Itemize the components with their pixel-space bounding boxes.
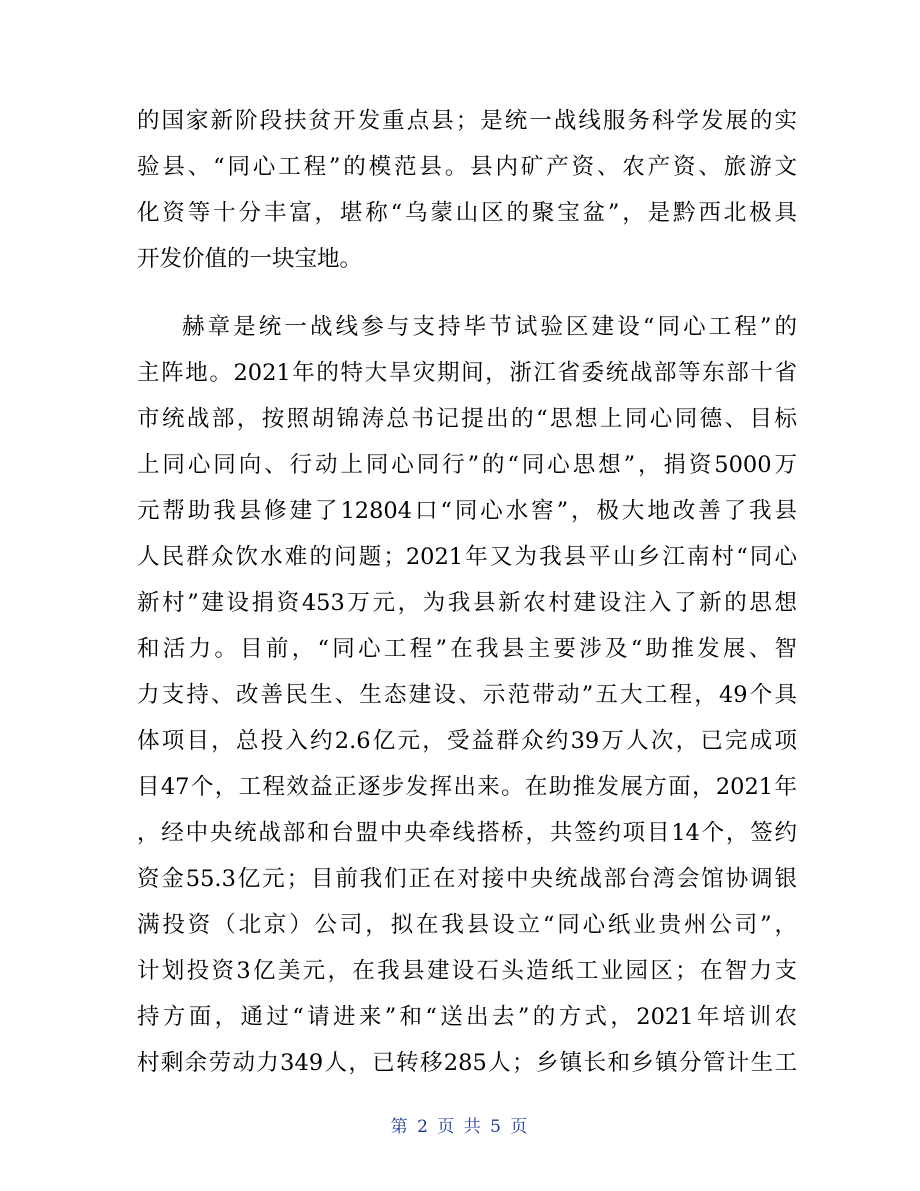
text-line: 市统战部，按照胡锦涛总书记提出的“思想上同心同德、目标 xyxy=(137,406,797,432)
paragraph-1 xyxy=(137,98,797,282)
text-line: ，经中央统战部和台盟中央牵线搭桥，共签约项目14个，签约 xyxy=(137,820,797,846)
paragraph-spacing xyxy=(137,282,797,304)
text-line: 持方面，通过“请进来”和“送出去”的方式，2021年培训农 xyxy=(137,1004,797,1030)
text-line: 赫章是统一战线参与支持毕节试验区建设“同心工程”的 xyxy=(182,314,797,340)
text-line: 上同心同向、行动上同心同行”的“同心思想”，捐资5000万 xyxy=(137,452,797,478)
text-line: 验县、“同心工程”的模范县。县内矿产资、农产资、旅游文 xyxy=(137,154,797,180)
text-line: 满投资（北京）公司，拟在我县设立“同心纸业贵州公司”， xyxy=(137,912,797,938)
text-line: 资金55.3亿元；目前我们正在对接中央统战部台湾会馆协调银 xyxy=(137,866,797,892)
text-line: 和活力。目前，“同心工程”在我县主要涉及“助推发展、智 xyxy=(137,636,797,662)
text-line: 村剩余劳动力349人，已转移285人；乡镇长和乡镇分管计生工 xyxy=(137,1050,797,1076)
text-line: 元帮助我县修建了12804口“同心水窖”，极大地改善了我县 xyxy=(137,498,797,524)
text-line: 人民群众饮水难的问题；2021年又为我县平山乡江南村“同心 xyxy=(137,544,797,570)
text-line: 力支持、改善民生、生态建设、示范带动”五大工程，49个具 xyxy=(137,682,797,708)
text-line: 目47个，工程效益正逐步发挥出来。在助推发展方面，2021年 xyxy=(137,774,797,800)
text-line: 开发价值的一块宝地。 xyxy=(137,246,363,272)
text-line: 新村”建设捐资453万元，为我县新农村建设注入了新的思想 xyxy=(137,590,797,616)
document-body xyxy=(137,98,797,1086)
page-number-footer: 第 2 页 共 5 页 xyxy=(390,1117,530,1137)
text-line: 的国家新阶段扶贫开发重点县；是统一战线服务科学发展的实 xyxy=(137,108,797,134)
paragraph-2 xyxy=(137,304,797,1086)
text-line: 化资等十分丰富，堪称“乌蒙山区的聚宝盆”，是黔西北极具 xyxy=(137,200,797,226)
text-line: 计划投资3亿美元，在我县建设石头造纸工业园区；在智力支 xyxy=(137,958,797,984)
text-line: 体项目，总投入约2.6亿元，受益群众约39万人次，已完成项 xyxy=(137,728,797,754)
text-line: 主阵地。2021年的特大旱灾期间，浙江省委统战部等东部十省 xyxy=(137,360,797,386)
